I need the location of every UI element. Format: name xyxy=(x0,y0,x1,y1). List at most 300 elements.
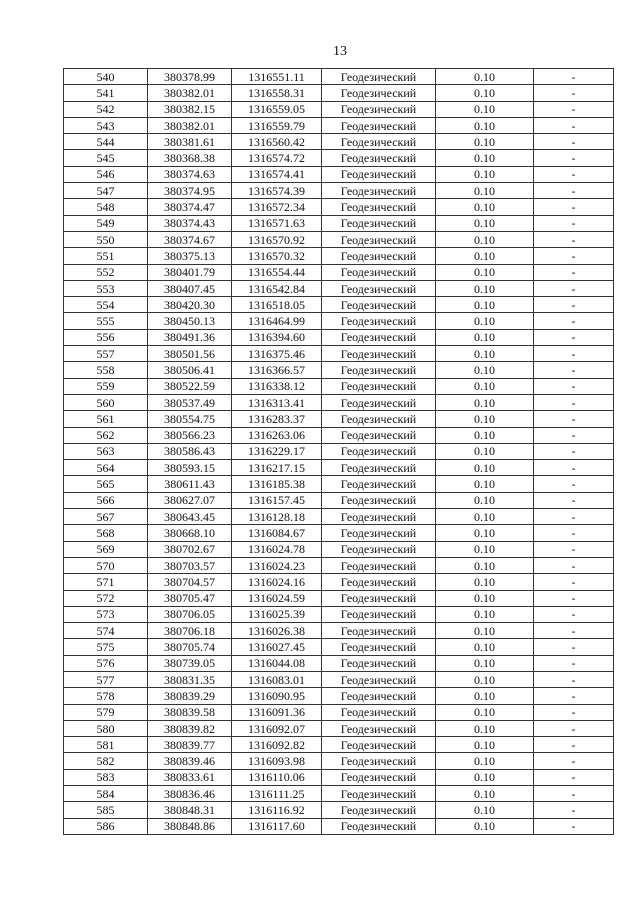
table-row xyxy=(64,802,614,818)
accuracy-cell: 0.10 xyxy=(436,215,534,231)
method-cell: Геодезический xyxy=(322,85,436,101)
note-cell: - xyxy=(534,150,614,166)
y-coordinate-cell: 1316217.15 xyxy=(232,460,322,476)
table-row xyxy=(64,329,614,345)
method-cell: Геодезический xyxy=(322,737,436,753)
note-cell: - xyxy=(534,802,614,818)
point-number-cell: 574 xyxy=(64,623,148,639)
note-cell: - xyxy=(534,297,614,313)
y-coordinate-cell: 1316551.11 xyxy=(232,69,322,85)
point-number-cell: 570 xyxy=(64,557,148,573)
method-cell: Геодезический xyxy=(322,280,436,296)
method-cell: Геодезический xyxy=(322,199,436,215)
method-cell: Геодезический xyxy=(322,688,436,704)
table-row xyxy=(64,671,614,687)
note-cell: - xyxy=(534,818,614,834)
note-cell: - xyxy=(534,183,614,199)
note-cell: - xyxy=(534,606,614,622)
x-coordinate-cell: 380593.15 xyxy=(148,460,232,476)
note-cell: - xyxy=(534,329,614,345)
method-cell: Геодезический xyxy=(322,606,436,622)
x-coordinate-cell: 380703.57 xyxy=(148,557,232,573)
y-coordinate-cell: 1316464.99 xyxy=(232,313,322,329)
x-coordinate-cell: 380368.38 xyxy=(148,150,232,166)
method-cell: Геодезический xyxy=(322,720,436,736)
x-coordinate-cell: 380537.49 xyxy=(148,394,232,410)
accuracy-cell: 0.10 xyxy=(436,362,534,378)
method-cell: Геодезический xyxy=(322,411,436,427)
table-row xyxy=(64,280,614,296)
note-cell: - xyxy=(534,704,614,720)
x-coordinate-cell: 380836.46 xyxy=(148,786,232,802)
table-row xyxy=(64,606,614,622)
accuracy-cell: 0.10 xyxy=(436,248,534,264)
point-number-cell: 571 xyxy=(64,574,148,590)
x-coordinate-cell: 380374.67 xyxy=(148,231,232,247)
point-number-cell: 567 xyxy=(64,509,148,525)
point-number-cell: 569 xyxy=(64,541,148,557)
x-coordinate-cell: 380382.01 xyxy=(148,85,232,101)
x-coordinate-cell: 380586.43 xyxy=(148,443,232,459)
y-coordinate-cell: 1316024.23 xyxy=(232,557,322,573)
point-number-cell: 573 xyxy=(64,606,148,622)
y-coordinate-cell: 1316083.01 xyxy=(232,671,322,687)
note-cell: - xyxy=(534,639,614,655)
x-coordinate-cell: 380374.47 xyxy=(148,199,232,215)
point-number-cell: 560 xyxy=(64,394,148,410)
x-coordinate-cell: 380420.30 xyxy=(148,297,232,313)
accuracy-cell: 0.10 xyxy=(436,280,534,296)
x-coordinate-cell: 380702.67 xyxy=(148,541,232,557)
point-number-cell: 562 xyxy=(64,427,148,443)
point-number-cell: 550 xyxy=(64,231,148,247)
method-cell: Геодезический xyxy=(322,264,436,280)
point-number-cell: 586 xyxy=(64,818,148,834)
method-cell: Геодезический xyxy=(322,492,436,508)
table-row xyxy=(64,476,614,492)
point-number-cell: 585 xyxy=(64,802,148,818)
note-cell: - xyxy=(534,574,614,590)
table-row xyxy=(64,346,614,362)
note-cell: - xyxy=(534,460,614,476)
table-row xyxy=(64,590,614,606)
method-cell: Геодезический xyxy=(322,671,436,687)
accuracy-cell: 0.10 xyxy=(436,655,534,671)
note-cell: - xyxy=(534,720,614,736)
x-coordinate-cell: 380839.82 xyxy=(148,720,232,736)
table-row xyxy=(64,525,614,541)
y-coordinate-cell: 1316570.92 xyxy=(232,231,322,247)
point-number-cell: 558 xyxy=(64,362,148,378)
method-cell: Геодезический xyxy=(322,248,436,264)
x-coordinate-cell: 380831.35 xyxy=(148,671,232,687)
method-cell: Геодезический xyxy=(322,655,436,671)
accuracy-cell: 0.10 xyxy=(436,199,534,215)
y-coordinate-cell: 1316110.06 xyxy=(232,769,322,785)
table-row xyxy=(64,557,614,573)
accuracy-cell: 0.10 xyxy=(436,378,534,394)
method-cell: Геодезический xyxy=(322,231,436,247)
y-coordinate-cell: 1316093.98 xyxy=(232,753,322,769)
point-number-cell: 548 xyxy=(64,199,148,215)
note-cell: - xyxy=(534,557,614,573)
y-coordinate-cell: 1316024.78 xyxy=(232,541,322,557)
note-cell: - xyxy=(534,492,614,508)
accuracy-cell: 0.10 xyxy=(436,606,534,622)
note-cell: - xyxy=(534,623,614,639)
accuracy-cell: 0.10 xyxy=(436,525,534,541)
table-row xyxy=(64,704,614,720)
method-cell: Геодезический xyxy=(322,101,436,117)
method-cell: Геодезический xyxy=(322,557,436,573)
note-cell: - xyxy=(534,590,614,606)
accuracy-cell: 0.10 xyxy=(436,150,534,166)
accuracy-cell: 0.10 xyxy=(436,231,534,247)
table-row xyxy=(64,117,614,133)
point-number-cell: 555 xyxy=(64,313,148,329)
point-number-cell: 547 xyxy=(64,183,148,199)
method-cell: Геодезический xyxy=(322,69,436,85)
note-cell: - xyxy=(534,443,614,459)
note-cell: - xyxy=(534,134,614,150)
point-number-cell: 541 xyxy=(64,85,148,101)
method-cell: Геодезический xyxy=(322,541,436,557)
accuracy-cell: 0.10 xyxy=(436,264,534,280)
x-coordinate-cell: 380554.75 xyxy=(148,411,232,427)
point-number-cell: 566 xyxy=(64,492,148,508)
y-coordinate-cell: 1316574.41 xyxy=(232,166,322,182)
x-coordinate-cell: 380382.01 xyxy=(148,117,232,133)
table-row xyxy=(64,639,614,655)
accuracy-cell: 0.10 xyxy=(436,460,534,476)
x-coordinate-cell: 380839.29 xyxy=(148,688,232,704)
method-cell: Геодезический xyxy=(322,297,436,313)
method-cell: Геодезический xyxy=(322,183,436,199)
accuracy-cell: 0.10 xyxy=(436,313,534,329)
method-cell: Геодезический xyxy=(322,166,436,182)
table-row xyxy=(64,313,614,329)
accuracy-cell: 0.10 xyxy=(436,753,534,769)
x-coordinate-cell: 380839.77 xyxy=(148,737,232,753)
accuracy-cell: 0.10 xyxy=(436,101,534,117)
table-row xyxy=(64,492,614,508)
method-cell: Геодезический xyxy=(322,394,436,410)
accuracy-cell: 0.10 xyxy=(436,786,534,802)
table-row xyxy=(64,786,614,802)
table-row xyxy=(64,297,614,313)
table-row xyxy=(64,150,614,166)
point-number-cell: 582 xyxy=(64,753,148,769)
point-number-cell: 543 xyxy=(64,117,148,133)
point-number-cell: 540 xyxy=(64,69,148,85)
accuracy-cell: 0.10 xyxy=(436,394,534,410)
method-cell: Геодезический xyxy=(322,818,436,834)
table-row xyxy=(64,362,614,378)
method-cell: Геодезический xyxy=(322,346,436,362)
accuracy-cell: 0.10 xyxy=(436,769,534,785)
accuracy-cell: 0.10 xyxy=(436,346,534,362)
method-cell: Геодезический xyxy=(322,704,436,720)
note-cell: - xyxy=(534,346,614,362)
note-cell: - xyxy=(534,394,614,410)
y-coordinate-cell: 1316229.17 xyxy=(232,443,322,459)
accuracy-cell: 0.10 xyxy=(436,623,534,639)
note-cell: - xyxy=(534,655,614,671)
y-coordinate-cell: 1316574.72 xyxy=(232,150,322,166)
table-row xyxy=(64,183,614,199)
y-coordinate-cell: 1316375.46 xyxy=(232,346,322,362)
table-row xyxy=(64,541,614,557)
accuracy-cell: 0.10 xyxy=(436,329,534,345)
note-cell: - xyxy=(534,166,614,182)
point-number-cell: 581 xyxy=(64,737,148,753)
y-coordinate-cell: 1316026.38 xyxy=(232,623,322,639)
y-coordinate-cell: 1316090.95 xyxy=(232,688,322,704)
point-number-cell: 568 xyxy=(64,525,148,541)
point-number-cell: 551 xyxy=(64,248,148,264)
table-row xyxy=(64,166,614,182)
point-number-cell: 575 xyxy=(64,639,148,655)
accuracy-cell: 0.10 xyxy=(436,134,534,150)
note-cell: - xyxy=(534,525,614,541)
point-number-cell: 545 xyxy=(64,150,148,166)
note-cell: - xyxy=(534,69,614,85)
method-cell: Геодезический xyxy=(322,378,436,394)
point-number-cell: 564 xyxy=(64,460,148,476)
x-coordinate-cell: 380739.05 xyxy=(148,655,232,671)
method-cell: Геодезический xyxy=(322,117,436,133)
y-coordinate-cell: 1316185.38 xyxy=(232,476,322,492)
x-coordinate-cell: 380522.59 xyxy=(148,378,232,394)
method-cell: Геодезический xyxy=(322,150,436,166)
x-coordinate-cell: 380848.86 xyxy=(148,818,232,834)
note-cell: - xyxy=(534,215,614,231)
point-number-cell: 559 xyxy=(64,378,148,394)
accuracy-cell: 0.10 xyxy=(436,476,534,492)
y-coordinate-cell: 1316559.05 xyxy=(232,101,322,117)
table-row xyxy=(64,737,614,753)
y-coordinate-cell: 1316025.39 xyxy=(232,606,322,622)
table-body xyxy=(64,69,614,835)
y-coordinate-cell: 1316572.34 xyxy=(232,199,322,215)
table-row xyxy=(64,655,614,671)
method-cell: Геодезический xyxy=(322,574,436,590)
method-cell: Геодезический xyxy=(322,313,436,329)
method-cell: Геодезический xyxy=(322,802,436,818)
y-coordinate-cell: 1316084.67 xyxy=(232,525,322,541)
note-cell: - xyxy=(534,248,614,264)
method-cell: Геодезический xyxy=(322,215,436,231)
x-coordinate-cell: 380401.79 xyxy=(148,264,232,280)
accuracy-cell: 0.10 xyxy=(436,574,534,590)
accuracy-cell: 0.10 xyxy=(436,509,534,525)
y-coordinate-cell: 1316560.42 xyxy=(232,134,322,150)
point-number-cell: 579 xyxy=(64,704,148,720)
table-row xyxy=(64,264,614,280)
y-coordinate-cell: 1316518.05 xyxy=(232,297,322,313)
x-coordinate-cell: 380706.05 xyxy=(148,606,232,622)
method-cell: Геодезический xyxy=(322,525,436,541)
accuracy-cell: 0.10 xyxy=(436,720,534,736)
y-coordinate-cell: 1316091.36 xyxy=(232,704,322,720)
table-row xyxy=(64,818,614,834)
accuracy-cell: 0.10 xyxy=(436,297,534,313)
x-coordinate-cell: 380839.58 xyxy=(148,704,232,720)
table-row xyxy=(64,769,614,785)
point-number-cell: 580 xyxy=(64,720,148,736)
note-cell: - xyxy=(534,753,614,769)
y-coordinate-cell: 1316283.37 xyxy=(232,411,322,427)
method-cell: Геодезический xyxy=(322,476,436,492)
table-row xyxy=(64,443,614,459)
x-coordinate-cell: 380378.99 xyxy=(148,69,232,85)
table-row xyxy=(64,231,614,247)
point-number-cell: 549 xyxy=(64,215,148,231)
accuracy-cell: 0.10 xyxy=(436,166,534,182)
table-row xyxy=(64,378,614,394)
table-row xyxy=(64,69,614,85)
y-coordinate-cell: 1316542.84 xyxy=(232,280,322,296)
accuracy-cell: 0.10 xyxy=(436,671,534,687)
method-cell: Геодезический xyxy=(322,443,436,459)
point-number-cell: 546 xyxy=(64,166,148,182)
point-number-cell: 578 xyxy=(64,688,148,704)
x-coordinate-cell: 380705.74 xyxy=(148,639,232,655)
x-coordinate-cell: 380374.43 xyxy=(148,215,232,231)
accuracy-cell: 0.10 xyxy=(436,427,534,443)
accuracy-cell: 0.10 xyxy=(436,688,534,704)
y-coordinate-cell: 1316157.45 xyxy=(232,492,322,508)
method-cell: Геодезический xyxy=(322,460,436,476)
table-row xyxy=(64,85,614,101)
table-row xyxy=(64,720,614,736)
note-cell: - xyxy=(534,101,614,117)
x-coordinate-cell: 380374.95 xyxy=(148,183,232,199)
point-number-cell: 572 xyxy=(64,590,148,606)
method-cell: Геодезический xyxy=(322,769,436,785)
note-cell: - xyxy=(534,688,614,704)
method-cell: Геодезический xyxy=(322,509,436,525)
x-coordinate-cell: 380643.45 xyxy=(148,509,232,525)
table-row xyxy=(64,411,614,427)
table-row xyxy=(64,753,614,769)
y-coordinate-cell: 1316313.41 xyxy=(232,394,322,410)
x-coordinate-cell: 380381.61 xyxy=(148,134,232,150)
x-coordinate-cell: 380506.41 xyxy=(148,362,232,378)
y-coordinate-cell: 1316092.82 xyxy=(232,737,322,753)
table-row xyxy=(64,394,614,410)
point-number-cell: 576 xyxy=(64,655,148,671)
x-coordinate-cell: 380833.61 xyxy=(148,769,232,785)
accuracy-cell: 0.10 xyxy=(436,557,534,573)
point-number-cell: 584 xyxy=(64,786,148,802)
method-cell: Геодезический xyxy=(322,786,436,802)
point-number-cell: 563 xyxy=(64,443,148,459)
table-row xyxy=(64,101,614,117)
note-cell: - xyxy=(534,313,614,329)
accuracy-cell: 0.10 xyxy=(436,590,534,606)
y-coordinate-cell: 1316558.31 xyxy=(232,85,322,101)
table-row xyxy=(64,427,614,443)
x-coordinate-cell: 380668.10 xyxy=(148,525,232,541)
table-row xyxy=(64,688,614,704)
method-cell: Геодезический xyxy=(322,329,436,345)
accuracy-cell: 0.10 xyxy=(436,85,534,101)
x-coordinate-cell: 380491.36 xyxy=(148,329,232,345)
table-row xyxy=(64,574,614,590)
note-cell: - xyxy=(534,476,614,492)
y-coordinate-cell: 1316111.25 xyxy=(232,786,322,802)
y-coordinate-cell: 1316024.16 xyxy=(232,574,322,590)
x-coordinate-cell: 380705.47 xyxy=(148,590,232,606)
note-cell: - xyxy=(534,737,614,753)
note-cell: - xyxy=(534,427,614,443)
note-cell: - xyxy=(534,378,614,394)
y-coordinate-cell: 1316338.12 xyxy=(232,378,322,394)
note-cell: - xyxy=(534,117,614,133)
method-cell: Геодезический xyxy=(322,427,436,443)
coordinates-table xyxy=(63,68,614,835)
y-coordinate-cell: 1316027.45 xyxy=(232,639,322,655)
x-coordinate-cell: 380382.15 xyxy=(148,101,232,117)
x-coordinate-cell: 380375.13 xyxy=(148,248,232,264)
table-row xyxy=(64,215,614,231)
accuracy-cell: 0.10 xyxy=(436,802,534,818)
x-coordinate-cell: 380566.23 xyxy=(148,427,232,443)
y-coordinate-cell: 1316570.32 xyxy=(232,248,322,264)
point-number-cell: 553 xyxy=(64,280,148,296)
x-coordinate-cell: 380501.56 xyxy=(148,346,232,362)
accuracy-cell: 0.10 xyxy=(436,541,534,557)
note-cell: - xyxy=(534,541,614,557)
y-coordinate-cell: 1316571.63 xyxy=(232,215,322,231)
note-cell: - xyxy=(534,231,614,247)
method-cell: Геодезический xyxy=(322,623,436,639)
x-coordinate-cell: 380704.57 xyxy=(148,574,232,590)
y-coordinate-cell: 1316117.60 xyxy=(232,818,322,834)
note-cell: - xyxy=(534,85,614,101)
method-cell: Геодезический xyxy=(322,590,436,606)
accuracy-cell: 0.10 xyxy=(436,639,534,655)
point-number-cell: 554 xyxy=(64,297,148,313)
table-row xyxy=(64,199,614,215)
note-cell: - xyxy=(534,362,614,378)
y-coordinate-cell: 1316574.39 xyxy=(232,183,322,199)
point-number-cell: 565 xyxy=(64,476,148,492)
method-cell: Геодезический xyxy=(322,362,436,378)
x-coordinate-cell: 380450.13 xyxy=(148,313,232,329)
accuracy-cell: 0.10 xyxy=(436,411,534,427)
y-coordinate-cell: 1316092.07 xyxy=(232,720,322,736)
method-cell: Геодезический xyxy=(322,639,436,655)
note-cell: - xyxy=(534,280,614,296)
note-cell: - xyxy=(534,199,614,215)
note-cell: - xyxy=(534,769,614,785)
point-number-cell: 556 xyxy=(64,329,148,345)
note-cell: - xyxy=(534,786,614,802)
table-row xyxy=(64,509,614,525)
table-row xyxy=(64,134,614,150)
method-cell: Геодезический xyxy=(322,134,436,150)
note-cell: - xyxy=(534,264,614,280)
x-coordinate-cell: 380848.31 xyxy=(148,802,232,818)
note-cell: - xyxy=(534,509,614,525)
table-row xyxy=(64,460,614,476)
accuracy-cell: 0.10 xyxy=(436,183,534,199)
method-cell: Геодезический xyxy=(322,753,436,769)
x-coordinate-cell: 380611.43 xyxy=(148,476,232,492)
point-number-cell: 561 xyxy=(64,411,148,427)
